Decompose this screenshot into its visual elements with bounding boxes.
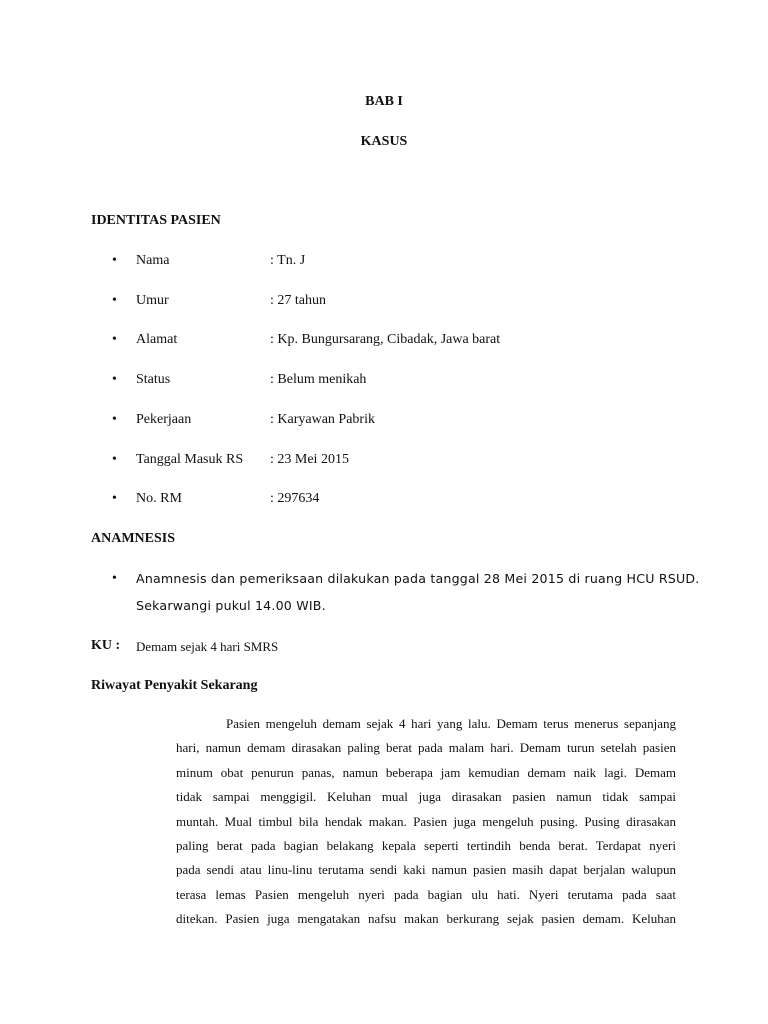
bullet-icon: • (112, 253, 117, 268)
paragraph-line: hari, namun demam dirasakan paling berat pada malam hari. Demam turun setelah pasien (176, 740, 676, 756)
ku-label: KU : (91, 638, 121, 653)
identity-row (0, 293, 768, 313)
bullet-icon: • (112, 293, 117, 308)
identity-label: No. RM (136, 491, 182, 506)
identity-row (0, 372, 768, 392)
chapter-title: BAB I (365, 94, 403, 109)
anamnesis-line: Anamnesis dan pemeriksaan dilakukan pada tanggal 28 Mei 2015 di ruang HCU RSUD. (136, 571, 700, 586)
identity-value: : Kp. Bungursarang, Cibadak, Jawa barat (270, 332, 501, 347)
paragraph-line: tidak sampai menggigil. Keluhan mual juga dirasakan pasien namun tidak sampai (176, 789, 676, 805)
bullet-icon: • (112, 571, 117, 586)
chapter-subtitle: KASUS (360, 134, 408, 149)
identity-value: : Belum menikah (270, 372, 367, 387)
identity-value: : 27 tahun (270, 293, 326, 308)
identity-row (0, 452, 768, 472)
paragraph-line: ditekan. Pasien juga mengatakan nafsu makan berkurang sejak pasien demam. Keluhan (176, 911, 676, 927)
identity-row (0, 491, 768, 511)
bullet-icon: • (112, 412, 117, 427)
identity-row (0, 332, 768, 352)
identity-label: Umur (136, 293, 169, 308)
identity-value: : Tn. J (270, 253, 306, 268)
identity-label: Nama (136, 253, 170, 268)
anamnesis-line: Sekarwangi pukul 14.00 WIB. (136, 598, 326, 613)
bullet-icon: • (112, 452, 117, 467)
identity-value: : 297634 (270, 491, 320, 506)
identity-row (0, 412, 768, 432)
identity-value: : Karyawan Pabrik (270, 412, 375, 427)
paragraph-line: pada sendi atau linu-linu terutama sendi kaki namun pasien masih dapat berjalan walupun (176, 862, 676, 878)
bullet-icon: • (112, 491, 117, 506)
bullet-icon: • (112, 372, 117, 387)
paragraph-line: muntah. Mual timbul bila hendak makan. Pasien juga mengeluh pusing. Pusing dirasakan (176, 813, 676, 829)
bullet-icon: • (112, 332, 117, 347)
paragraph-line: terasa lemas Pasien mengeluh nyeri pada bagian ulu hati. Nyeri terutama pada saat (176, 886, 676, 902)
rps-heading: Riwayat Penyakit Sekarang (91, 678, 258, 693)
paragraph-line: minum obat penurun panas, namun beberapa jam kemudian demam naik lagi. Demam (176, 764, 676, 780)
identity-value: : 23 Mei 2015 (270, 452, 349, 467)
ku-value: Demam sejak 4 hari SMRS (136, 639, 279, 654)
paragraph-line: Pasien mengeluh demam sejak 4 hari yang lalu. Demam terus menerus sepanjang (226, 716, 676, 731)
identity-row (0, 253, 768, 273)
identity-label: Status (136, 372, 171, 387)
rps-paragraph (176, 712, 676, 932)
paragraph-line: paling berat pada bagian belakang kepala seperti tertindih benda berat. Terdapat nyeri (176, 837, 676, 853)
identity-label: Tanggal Masuk RS (136, 452, 244, 467)
identitas-heading: IDENTITAS PASIEN (91, 213, 221, 228)
identity-label: Alamat (136, 332, 178, 347)
anamnesis-heading: ANAMNESIS (91, 531, 176, 546)
identity-label: Pekerjaan (136, 412, 192, 427)
